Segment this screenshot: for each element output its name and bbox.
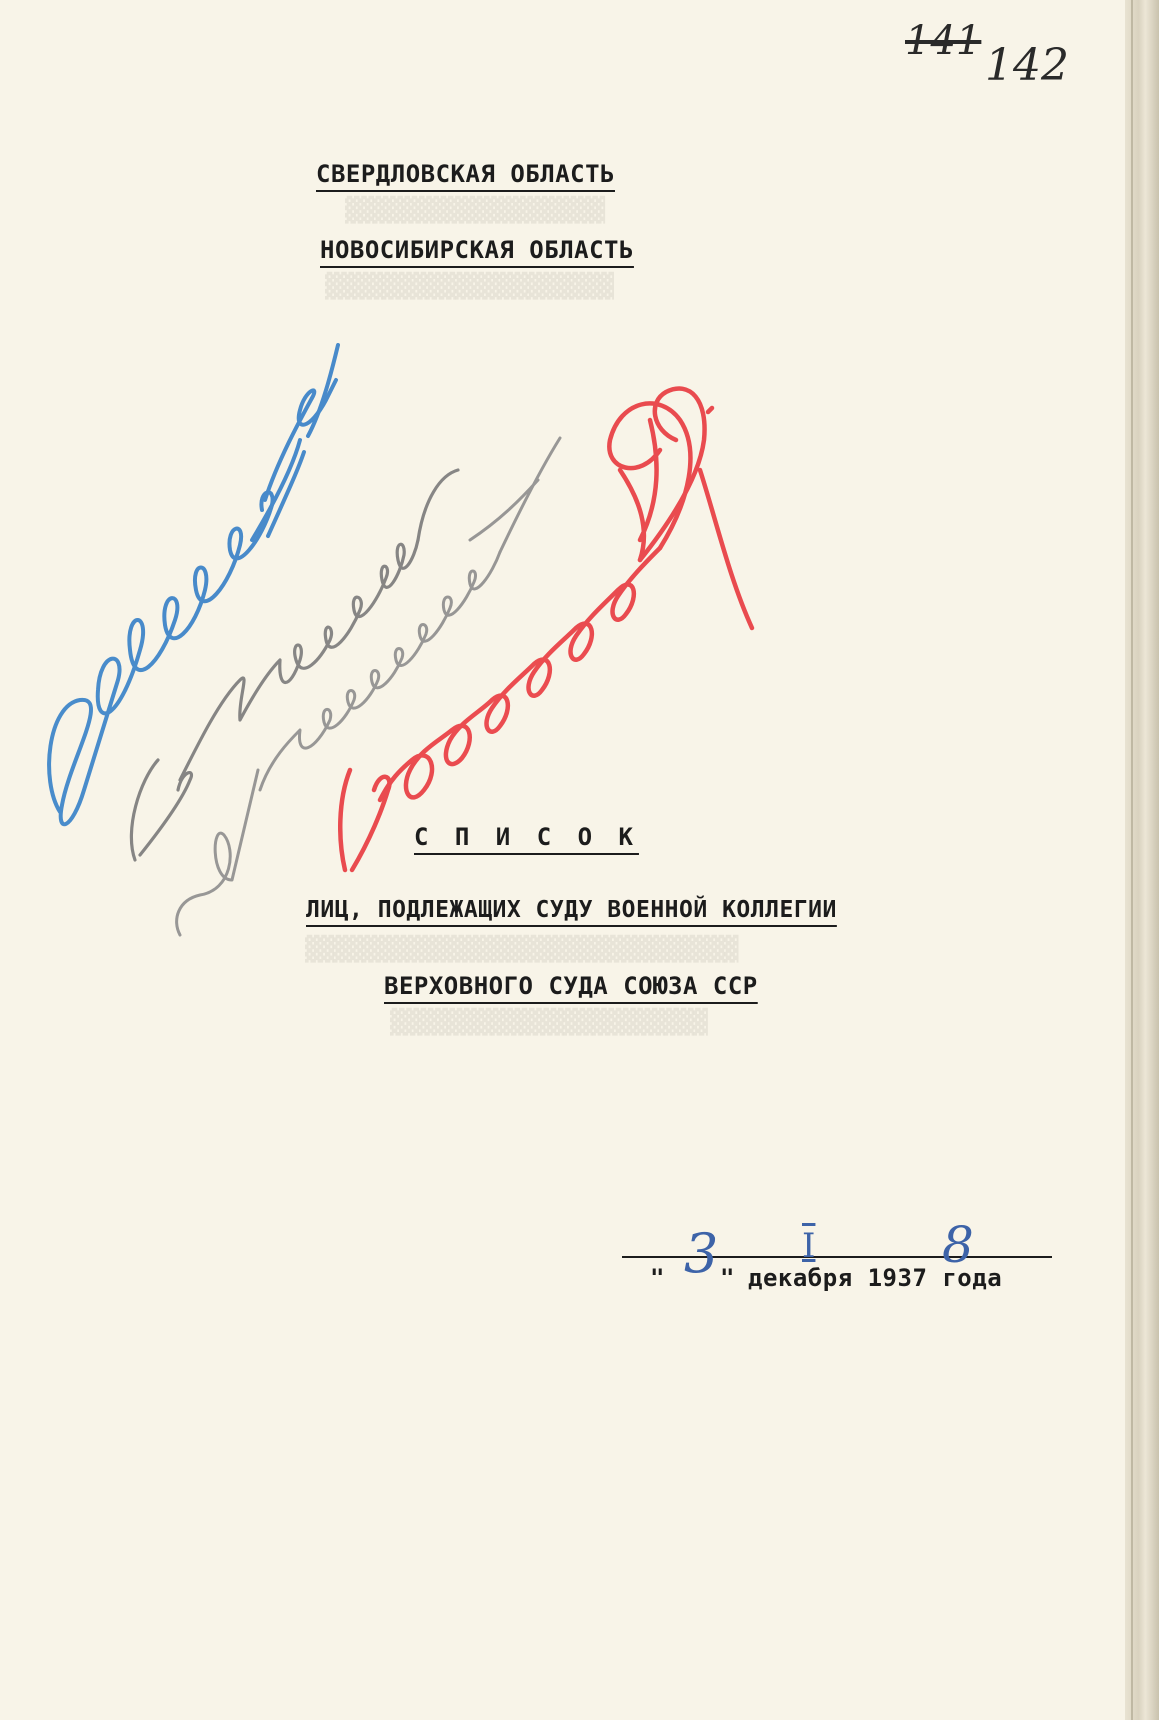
date-annotation-roman: I [802,1226,816,1266]
document-title: С П И С О К [414,823,639,851]
folio-number-struck: 141 [905,18,982,64]
title-line-2: ВЕРХОВНОГО СУДА СОЮЗА ССР [384,972,758,1000]
folio-number: 142 [985,40,1069,91]
page-binding-edge [1125,0,1159,1720]
bleed-through-text: ▓▓▓▓▓▓▓▓▓▓▓▓▓▓▓▓▓▓▓▓▓▓ [390,1008,708,1036]
signature-pencil-kaganovich [177,438,560,935]
signature-blue [49,345,338,824]
bleed-through-text: ▓▓▓▓▓▓▓▓▓▓▓▓▓▓▓▓▓▓▓▓▓▓▓▓▓▓▓▓▓▓ [305,935,739,963]
date-close-quote: " [720,1264,735,1292]
signature-pencil-molotov [131,470,458,860]
date-day: 3 [684,1222,719,1285]
bleed-through-text: ▓▓▓▓▓▓▓▓▓▓▓▓▓▓▓▓▓▓▓▓ [325,272,614,300]
date-open-quote: " [650,1264,665,1292]
signature-red-voroshilov [340,389,752,870]
title-line-1: ЛИЦ, ПОДЛЕЖАЩИХ СУДУ ВОЕННОЙ КОЛЛЕГИИ [306,897,837,923]
date-annotation-digit: 8 [942,1216,974,1274]
date-month-year: декабря 1937 года [748,1264,1003,1292]
bleed-through-text: ▓▓▓▓▓▓▓▓▓▓▓▓▓▓▓▓▓▓ [345,196,606,224]
region-heading-novosibirsk: НОВОСИБИРСКАЯ ОБЛАСТЬ [320,236,634,264]
region-heading-sverdlovsk: СВЕРДЛОВСКАЯ ОБЛАСТЬ [316,160,615,188]
